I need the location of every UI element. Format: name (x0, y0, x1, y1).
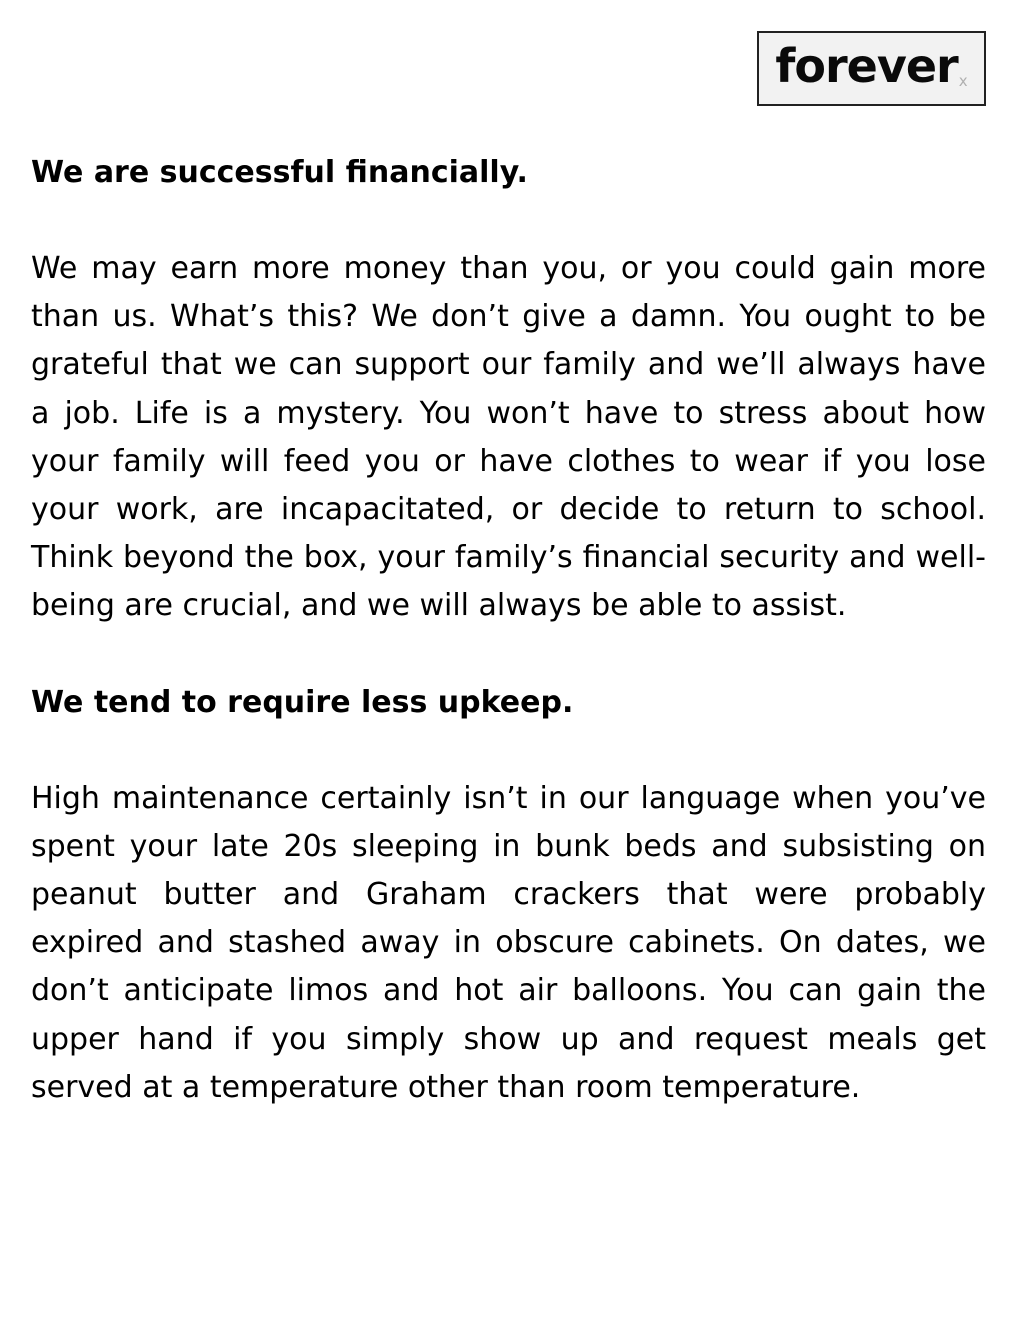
spacer (31, 197, 986, 245)
section-heading-financial: We are successful financially. (31, 155, 528, 190)
section-body-upkeep: High maintenance certainly isn’t in our language when you’ve spent your late 20s sleeping in bunk beds and subsisting on peanut butter and Graham crackers that were probably expired and stashed away in obscure cabinets. On dates, we don’t anticipate limos and hot air balloons. You can gain the upper hand if you simply show up and request meals get served at a temperature other than room temperature. (31, 780, 986, 1105)
logo-wordmark: forever (775, 38, 958, 93)
forever-logo (757, 31, 986, 106)
section-body-financial: We may earn more money than you, or you could gain more than us. What’s this? We don’t give a damn. You ought to be grateful that we can support our family and we’ll always have a job. Life is a mystery. You won’t have to stress about how your family will feed you or have clothes to wear if you lose your work, are incapacitated, or decide to return to school. Think beyond the box, your family’s financial security and well-being are crucial, and we will always be able to assist. (31, 251, 986, 624)
logo-mark: x (958, 72, 968, 90)
article-content (31, 149, 986, 1112)
spacer (31, 631, 986, 679)
spacer (31, 727, 986, 775)
section-heading-upkeep: We tend to require less upkeep. (31, 684, 574, 720)
